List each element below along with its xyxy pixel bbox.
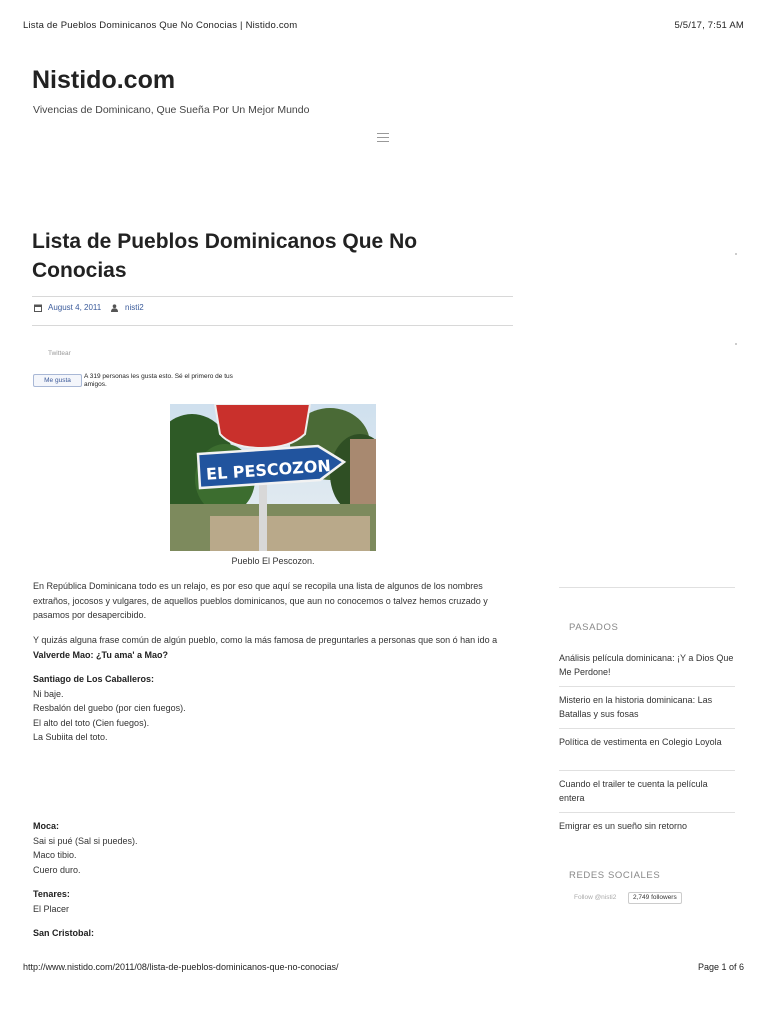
print-header-datetime: 5/5/17, 7:51 AM (674, 20, 744, 31)
section-line: Cuero duro. (33, 864, 81, 875)
section-san-cristobal (33, 926, 515, 941)
print-footer-url: http://www.nistido.com/2011/08/lista-de-pueblos-dominicanos-que-no-conocias/ (23, 962, 339, 972)
section-line: Sai si pué (Sal si puedes). (33, 835, 138, 846)
section-line: Maco tibio. (33, 850, 77, 861)
section-line: El Placer (33, 903, 70, 914)
section-tenares (33, 887, 515, 916)
section-heading: Tenares: (33, 889, 70, 899)
calendar-icon (34, 304, 42, 312)
sidebar-post-link[interactable]: Emigrar es un sueño sin retorno (559, 821, 688, 831)
followers-count: 2,749 followers (628, 892, 682, 904)
post-title: Lista de Pueblos Dominicanos Que No Conocias (32, 230, 418, 282)
like-button[interactable]: Me gusta (33, 374, 82, 387)
title-divider (32, 296, 513, 297)
post-author-link[interactable]: nisti2 (125, 303, 144, 312)
intro-paragraph: En República Dominicana todo es un relajo, es por eso que aquí se recopila una lista de algunos de los nombres extraños, jocosos y vulgares, de aquellos pueblos dominicanos, que aun no conocemos o talvez hemos cruzado y pasamos por desapercibido. (33, 581, 488, 621)
site-tagline: Vivencias de Dominicano, Que Sueña Por Un Mejor Mundo (33, 104, 310, 116)
sidebar-divider (559, 587, 735, 588)
section-line: Resbalón del guebo (por cien fuegos). (33, 703, 186, 714)
section-santiago (33, 672, 515, 745)
section-heading: Santiago de Los Caballeros: (33, 674, 155, 684)
sidebar-marker (735, 343, 737, 345)
hamburger-menu-icon[interactable] (377, 133, 389, 142)
like-count-text: A 319 personas les gusta esto. Sé el primero de tus amigos. (84, 373, 233, 388)
user-icon (111, 304, 118, 312)
meta-divider (32, 325, 513, 326)
second-paragraph-text: Y quizás alguna frase común de algún pueblo, como la más famosa de preguntarles a personas que son ó han ido a (33, 635, 498, 645)
section-line: El alto del toto (Cien fuegos). (33, 717, 150, 728)
section-heading: Moca: (33, 821, 60, 831)
valverde-mao-phrase: Valverde Mao: ¿Tu ama' a Mao? (33, 649, 169, 660)
post-image (170, 404, 376, 551)
print-footer-page: Page 1 of 6 (697, 962, 744, 972)
section-heading: San Cristobal: (33, 928, 95, 938)
sidebar-post-link[interactable]: Política de vestimenta en Colegio Loyola (559, 737, 722, 747)
sign-text: EL PESCOZON (205, 456, 332, 484)
image-caption: Pueblo El Pescozon. (231, 556, 315, 566)
print-header-title: Lista de Pueblos Dominicanos Que No Conocias | Nistido.com (23, 20, 298, 31)
redes-sociales-heading: REDES SOCIALES (569, 870, 661, 881)
site-title[interactable]: Nistido.com (32, 66, 176, 94)
pasados-heading: PASADOS (569, 622, 619, 633)
section-moca (33, 819, 515, 877)
sidebar-post-link[interactable]: Análisis película dominicana: ¡Y a Dios Que Me Perdone! (559, 653, 734, 677)
twitter-follow-button[interactable]: Follow @nisti2 (574, 894, 617, 901)
section-line: La Subiita del toto. (33, 732, 108, 743)
sidebar-divider (559, 686, 735, 687)
sidebar-marker (735, 253, 737, 255)
second-paragraph (33, 633, 515, 662)
sidebar-divider (559, 812, 735, 813)
tweet-button[interactable]: Twittear (48, 350, 71, 357)
sidebar-post-link[interactable]: Cuando el trailer te cuenta la película entera (559, 779, 708, 803)
post-date-link[interactable]: August 4, 2011 (48, 303, 102, 312)
section-line: Ni baje. (33, 688, 64, 699)
sidebar-divider (559, 728, 735, 729)
sidebar-divider (559, 770, 735, 771)
sidebar-post-link[interactable]: Misterio en la historia dominicana: Las Batallas y sus fosas (559, 695, 713, 719)
